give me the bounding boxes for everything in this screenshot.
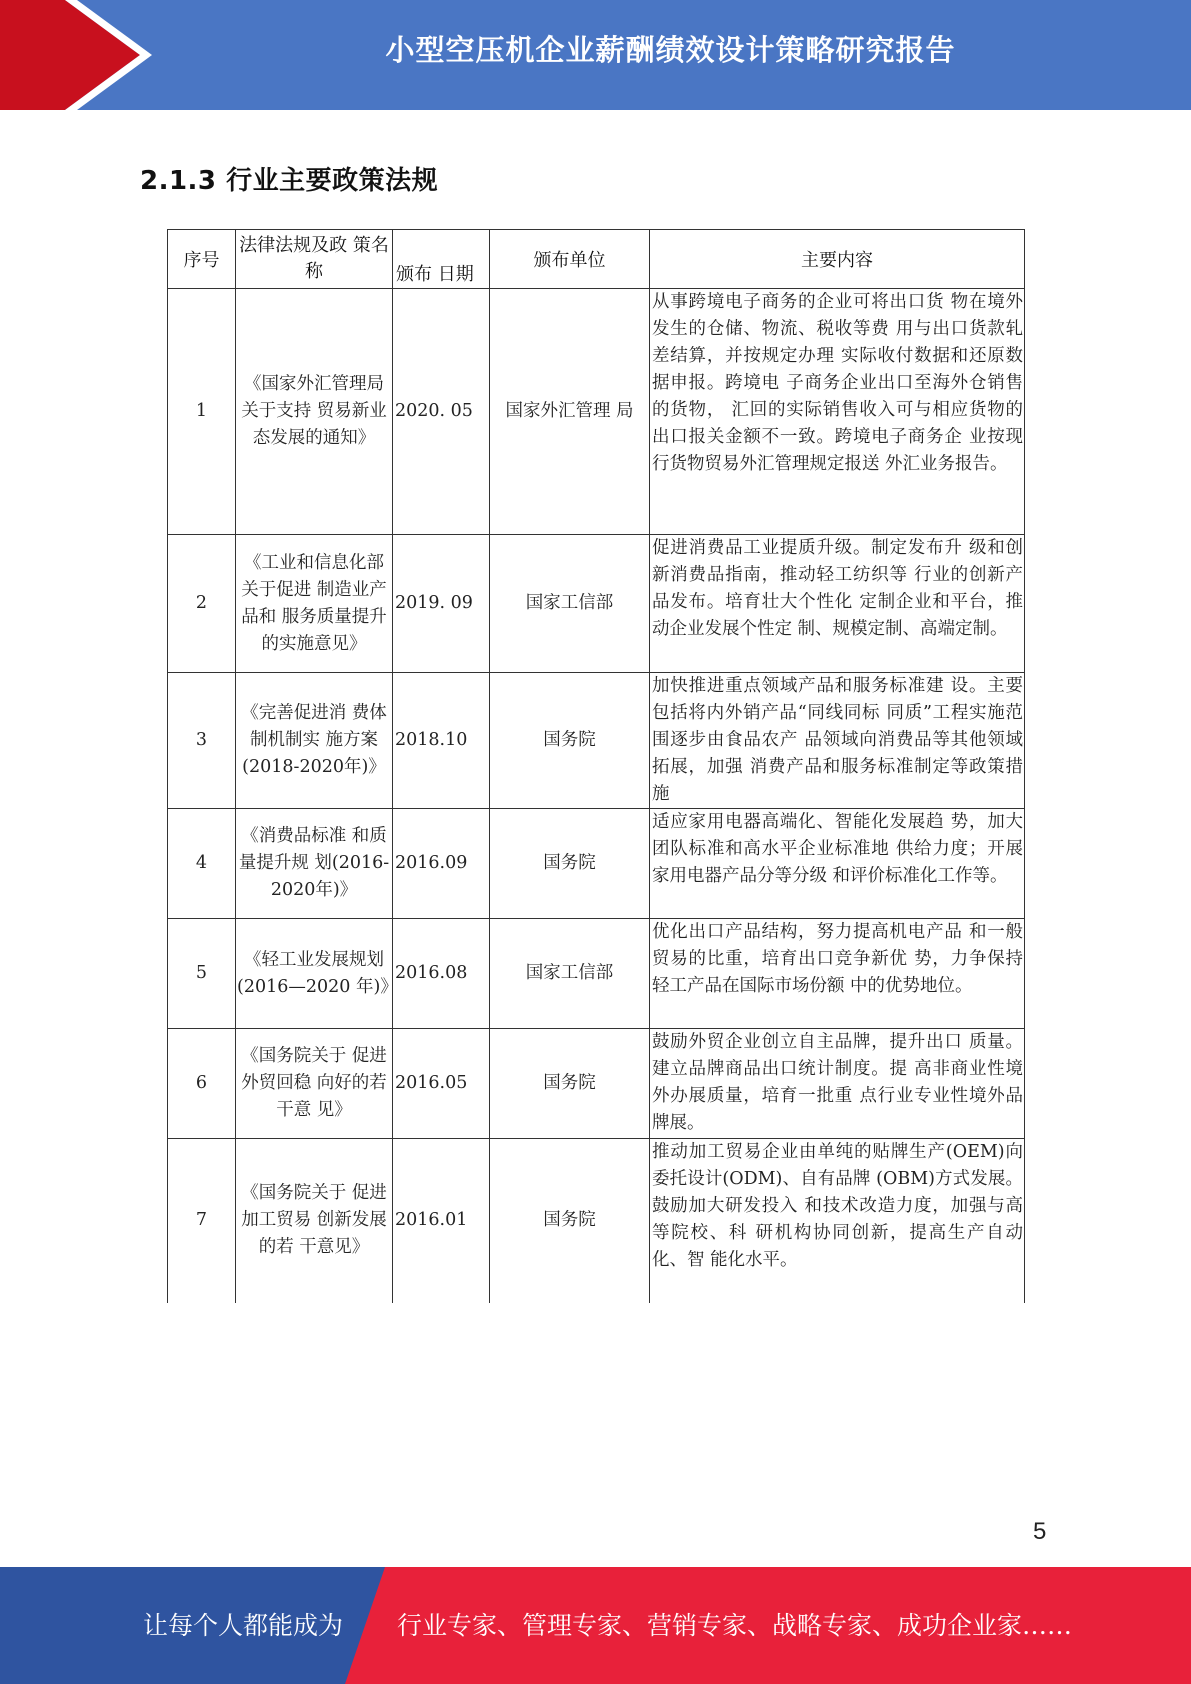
page-number: 5 bbox=[1033, 1518, 1047, 1545]
table-row bbox=[168, 535, 1025, 673]
row-name: 《国家外汇管理局关于支持 贸易新业态发展的通知》 bbox=[236, 289, 393, 535]
row-content: 优化出口产品结构，努力提高机电产品 和一般贸易的比重，培育出口竞争新优 势，力争保持轻工产品在国际市场份额 中的优势地位。 bbox=[650, 919, 1025, 1029]
row-no: 1 bbox=[168, 289, 236, 535]
header-date: 颁布 日期 bbox=[393, 230, 490, 289]
section-heading: 2.1.3 行业主要政策法规 bbox=[140, 166, 439, 196]
row-date: 2020. 05 bbox=[393, 289, 490, 535]
row-org: 国务院 bbox=[490, 673, 650, 809]
footer-slogan-left: 让每个人都能成为 bbox=[143, 1611, 344, 1640]
footer-slogan-right: 行业专家、管理专家、营销专家、战略专家、成功企业家…… bbox=[397, 1611, 1073, 1640]
row-org: 国家工信部 bbox=[490, 535, 650, 673]
row-date: 2016.01 bbox=[393, 1139, 490, 1303]
row-date: 2016.09 bbox=[393, 809, 490, 919]
row-name: 《国务院关于 促进加工贸易 创新发展的若 干意见》 bbox=[236, 1139, 393, 1303]
row-name: 《消费品标准 和质量提升规 划(2016-2020年)》 bbox=[236, 809, 393, 919]
row-name: 《完善促进消 费体制机制实 施方案(2018-2020年)》 bbox=[236, 673, 393, 809]
header-banner bbox=[0, 0, 1191, 110]
policy-table bbox=[167, 229, 1025, 1303]
row-no: 2 bbox=[168, 535, 236, 673]
row-name: 《工业和信息化部关于促进 制造业产品和 服务质量提升 的实施意见》 bbox=[236, 535, 393, 673]
row-content: 从事跨境电子商务的企业可将出口货 物在境外发生的仓储、物流、税收等费 用与出口货款轧差结算，并按规定办理 实际收付数据和还原数据申报。跨境电 子商务企业出口至海外仓销售的货物， 汇回的实际销售收入可与相应货物的 出口报关金额不一致。跨境电子商务企 业按现行货物贸易外汇管理规定报送 外汇业务报告。 bbox=[650, 289, 1025, 535]
row-content: 促进消费品工业提质升级。制定发布升 级和创新消费品指南，推动轻工纺织等 行业的创新产品发布。培育壮大个性化 定制企业和平台，推动企业发展个性定 制、规模定制、高端定制。 bbox=[650, 535, 1025, 673]
table-row bbox=[168, 1029, 1025, 1139]
header-org: 颁布单位 bbox=[490, 230, 650, 289]
footer-banner bbox=[0, 1567, 1191, 1684]
row-no: 4 bbox=[168, 809, 236, 919]
row-date: 2016.05 bbox=[393, 1029, 490, 1139]
row-no: 5 bbox=[168, 919, 236, 1029]
row-org: 国务院 bbox=[490, 809, 650, 919]
row-name: 《国务院关于 促进外贸回稳 向好的若干意 见》 bbox=[236, 1029, 393, 1139]
header-no: 序号 bbox=[168, 230, 236, 289]
row-org: 国务院 bbox=[490, 1139, 650, 1303]
row-org: 国家外汇管理 局 bbox=[490, 289, 650, 535]
row-date: 2018.10 bbox=[393, 673, 490, 809]
row-no: 6 bbox=[168, 1029, 236, 1139]
row-date: 2016.08 bbox=[393, 919, 490, 1029]
row-name: 《轻工业发展规划(2016—2020 年)》 bbox=[236, 919, 393, 1029]
row-content: 推动加工贸易企业由单纯的贴牌生产(OEM)向委托设计(ODM)、自有品牌 (OBM)方式发展。鼓励加大研发投入 和技术改造力度，加强与高等院校、科 研机构协同创新，提高生产自动化、智 能化水平。 bbox=[650, 1139, 1025, 1303]
row-org: 国家工信部 bbox=[490, 919, 650, 1029]
table-row bbox=[168, 289, 1025, 535]
table-row bbox=[168, 673, 1025, 809]
row-date: 2019. 09 bbox=[393, 535, 490, 673]
header-content: 主要内容 bbox=[650, 230, 1025, 289]
row-content: 适应家用电器高端化、智能化发展趋 势，加大团队标准和高水平企业标准地 供给力度；开展家用电器产品分等分级 和评价标准化工作等。 bbox=[650, 809, 1025, 919]
row-no: 3 bbox=[168, 673, 236, 809]
table-row bbox=[168, 919, 1025, 1029]
table-row bbox=[168, 1139, 1025, 1303]
row-content: 加快推进重点领域产品和服务标准建 设。主要包括将内外销产品“同线同标 同质”工程实施范围逐步由食品农产 品领域向消费品等其他领域拓展，加强 消费产品和服务标准制定等政策措施 bbox=[650, 673, 1025, 809]
table-row bbox=[168, 809, 1025, 919]
row-org: 国务院 bbox=[490, 1029, 650, 1139]
report-title: 小型空压机企业薪酬绩效设计策略研究报告 bbox=[385, 33, 956, 67]
row-no: 7 bbox=[168, 1139, 236, 1303]
table-header-row bbox=[168, 230, 1025, 289]
row-content: 鼓励外贸企业创立自主品牌，提升出口 质量。建立品牌商品出口统计制度。提 高非商业性境外办展质量，培育一批重 点行业专业性境外品牌展。 bbox=[650, 1029, 1025, 1139]
header-name: 法律法规及政 策名称 bbox=[236, 230, 393, 289]
